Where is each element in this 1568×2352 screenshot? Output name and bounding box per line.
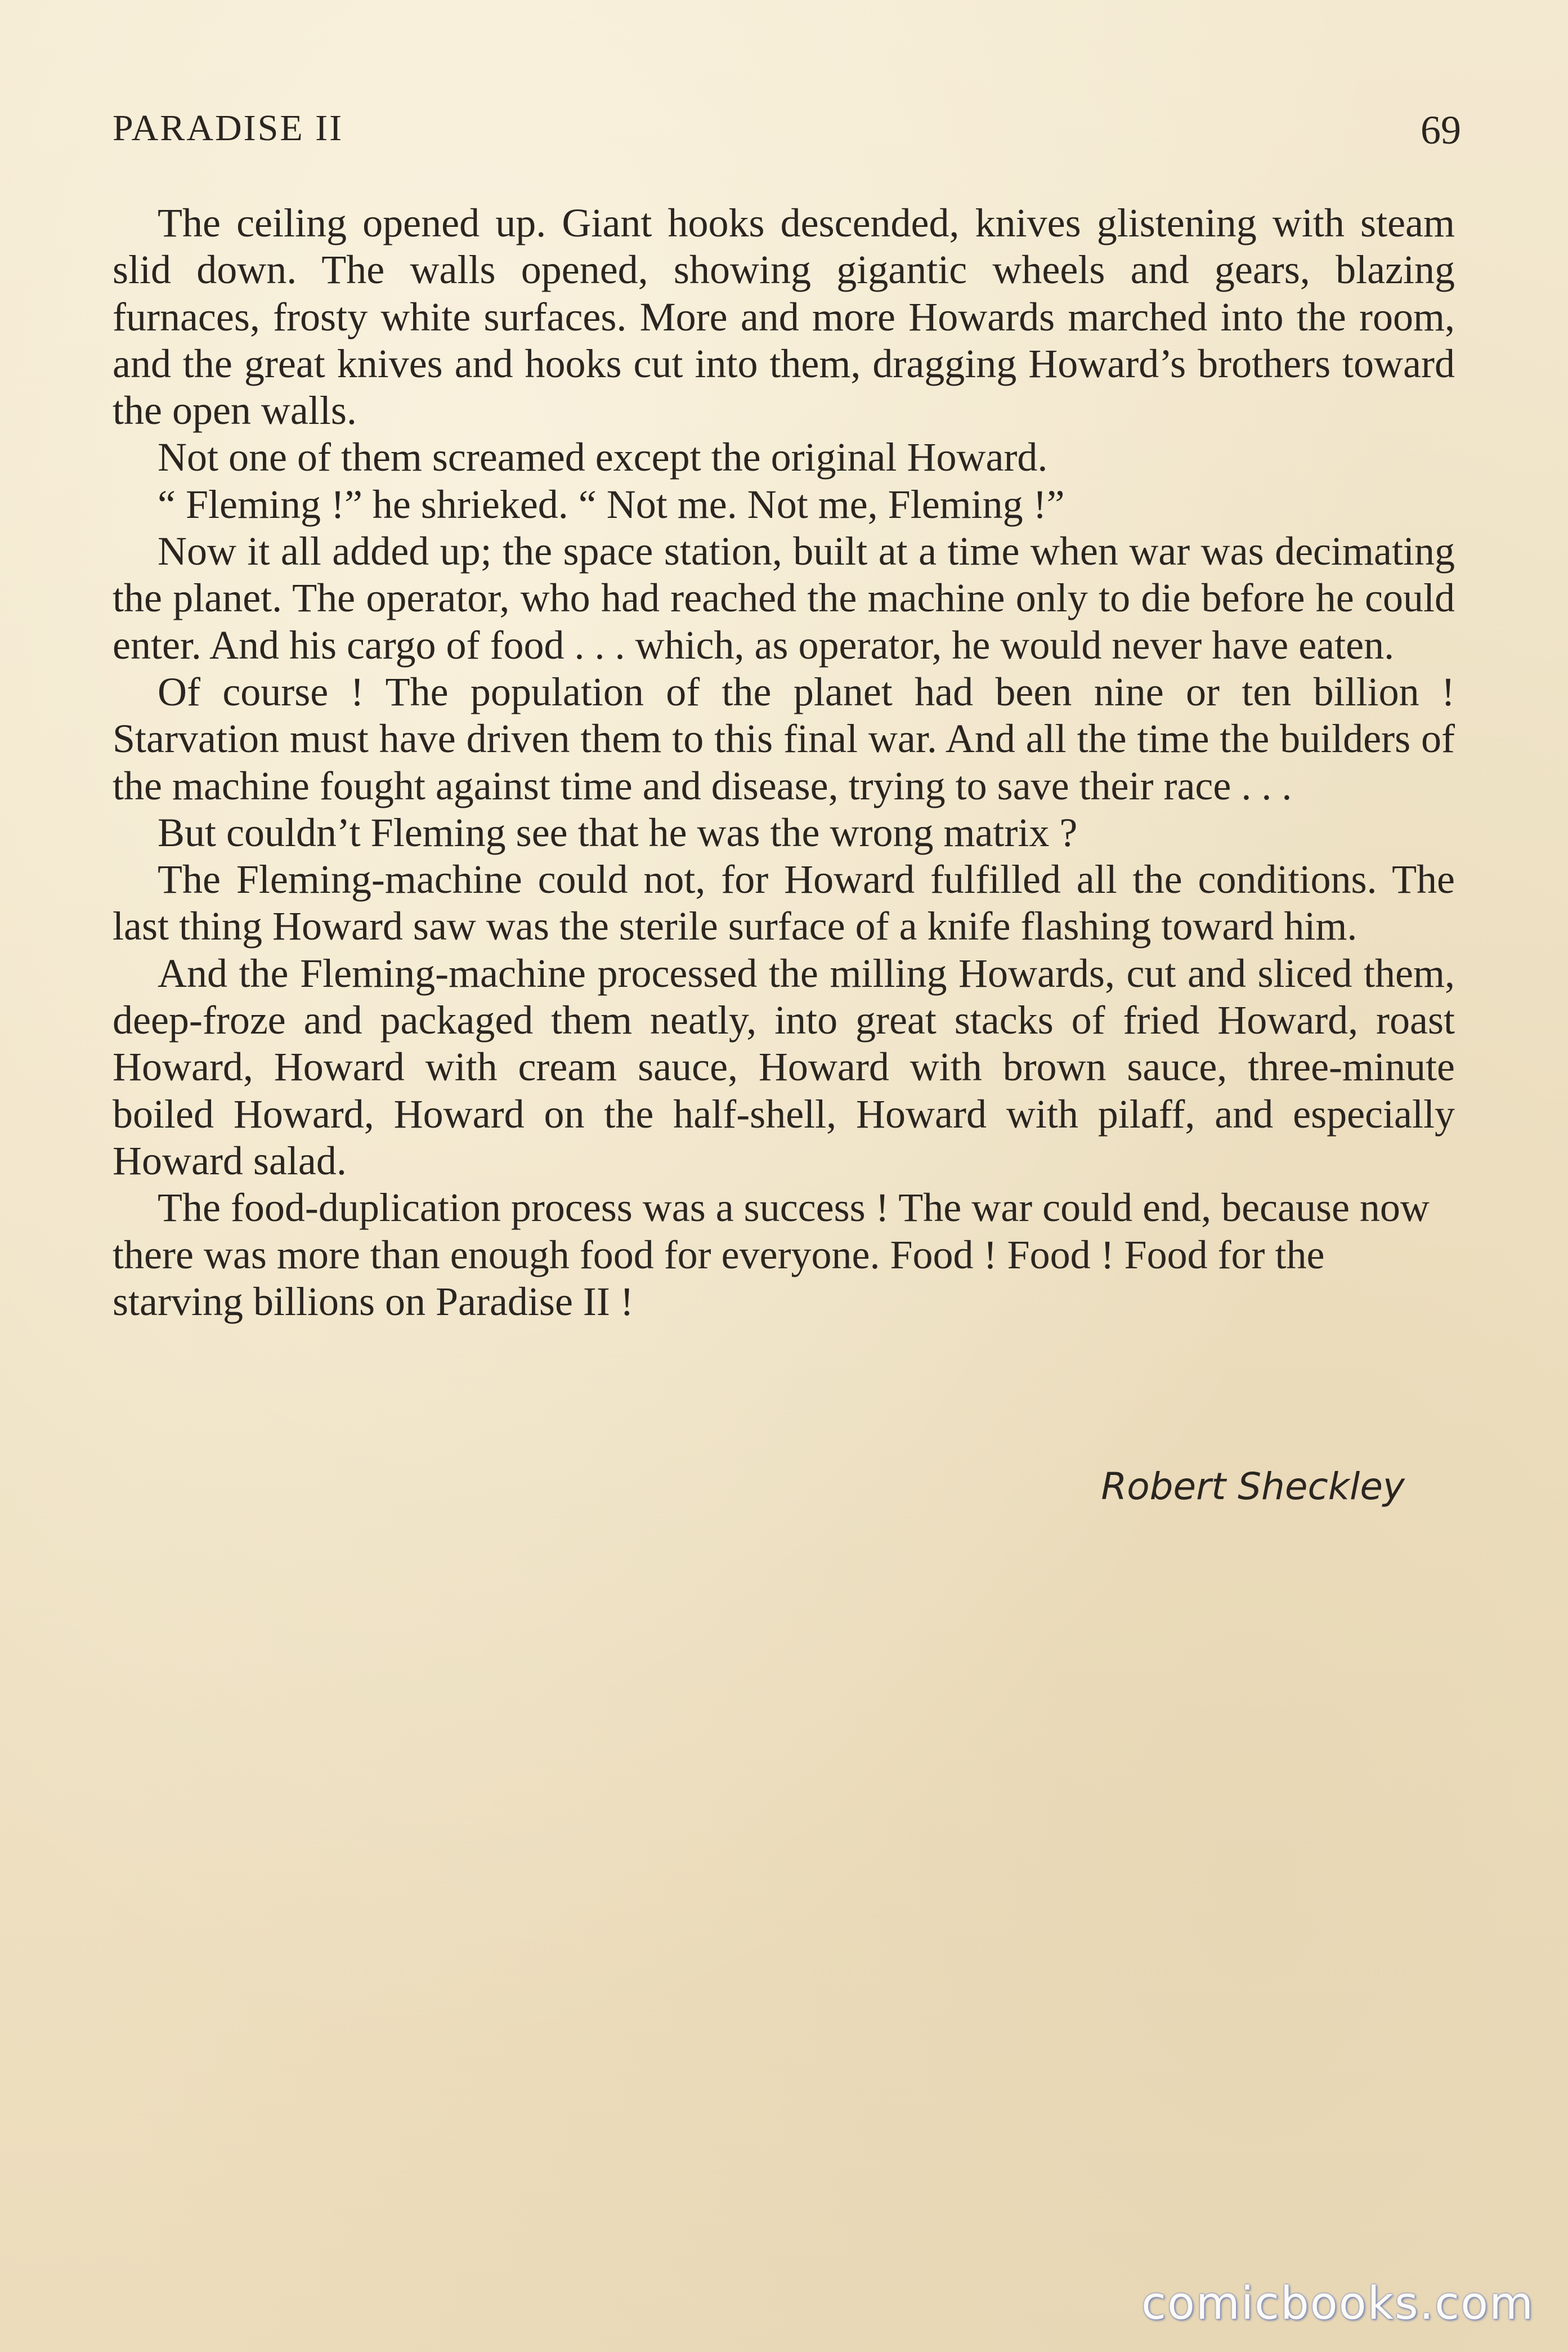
story-text	[113, 200, 1455, 1325]
paragraph: The Fleming-machine could not, for Howard fulfilled all the conditions. The last thing Howard saw was the sterile surface of a knife flashing toward him.	[113, 857, 1455, 949]
paragraph: But couldn’t Fleming see that he was the wrong matrix ?	[158, 810, 1078, 855]
paragraph: The ceiling opened up. Giant hooks descended, knives glistening with steam slid down. The walls opened, showing gigantic wheels and gears, blazing furnaces, frosty white surfaces. More and more Howards marched into the room, and the great knives and hooks cut into them, dragging Howard’s brothers toward the open walls.	[113, 200, 1455, 433]
page-number: 69	[1421, 108, 1461, 153]
running-title: PARADISE II	[113, 108, 344, 149]
paragraph: Now it all added up; the space station, built at a time when war was decimating the planet. The operator, who had reached the machine only to die before he could enter. And his cargo of food . . . which, as operator, he would never have eaten.	[113, 529, 1455, 668]
paragraph: The food-duplication process was a success ! The war could end, because now there was more than enough food for everyone. Food ! Food ! Food for the starving billions on Paradise II !	[113, 1185, 1430, 1324]
paragraph: “ Fleming !” he shrieked. “ Not me. Not me, Fleming !”	[158, 481, 1065, 527]
paragraph: Not one of them screamed except the original Howard.	[158, 435, 1048, 480]
paragraph: Of course ! The population of the planet had been nine or ten billion ! Starvation must have driven them to this final war. And all the time the builders of the machine fought against time and disease, trying to save their race . . .	[113, 669, 1455, 808]
site-watermark: comicbooks.com	[1141, 2277, 1534, 2329]
author-signature: Robert Sheckley	[1101, 1465, 1405, 1508]
paragraph: And the Fleming-machine processed the milling Howards, cut and sliced them, deep-froze and packaged them neatly, into great stacks of fried Howard, roast Howard, Howard with cream sauce, Howard with brown sauce, three-minute boiled Howard, Howard on the half-shell, Howard with pilaff, and especially Howard salad.	[113, 950, 1455, 1183]
